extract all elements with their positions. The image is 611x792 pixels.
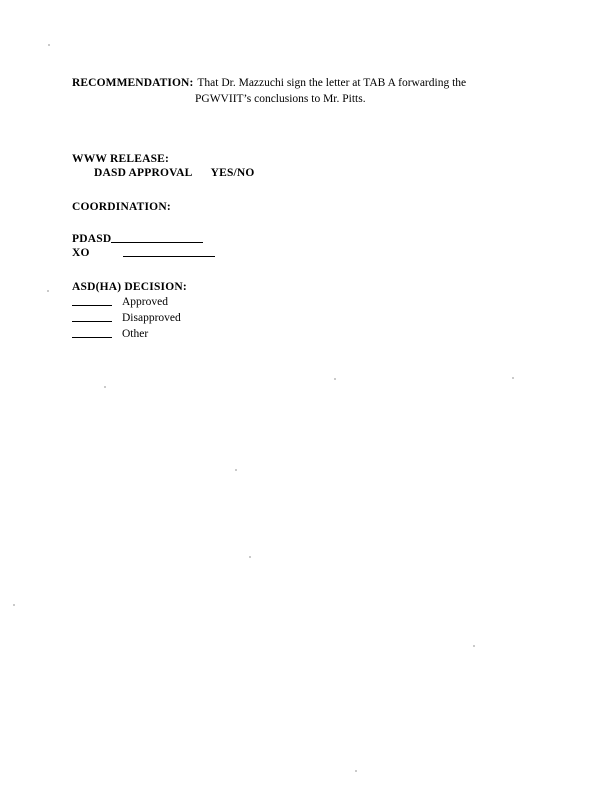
recommendation-block — [72, 76, 542, 107]
checkbox-line-disapproved[interactable] — [72, 321, 112, 322]
coordination-heading: COORDINATION: — [72, 201, 171, 213]
scan-speck — [512, 377, 514, 379]
spacer — [72, 107, 542, 153]
coordination-block — [72, 201, 542, 259]
coordination-row-pdasd — [72, 233, 542, 245]
checkbox-line-approved[interactable] — [72, 305, 112, 306]
decision-option-other[interactable] — [72, 328, 542, 341]
scan-speck — [473, 645, 475, 647]
scan-speck — [13, 604, 15, 606]
scan-speck — [249, 556, 251, 558]
coordination-label-xo: XO — [72, 247, 90, 259]
www-release-block — [72, 153, 542, 179]
scan-speck — [104, 386, 106, 388]
checkbox-line-other[interactable] — [72, 337, 112, 338]
decision-label-disapproved: Disapproved — [122, 312, 181, 324]
recommendation-first-line — [72, 76, 542, 91]
scan-speck — [334, 378, 336, 380]
decision-heading: ASD(HA) DECISION: — [72, 281, 187, 293]
spacer — [72, 179, 542, 201]
coordination-label-pdasd: PDASD — [72, 233, 112, 245]
spacer — [72, 259, 542, 281]
www-release-heading: WWW RELEASE: — [72, 153, 170, 165]
recommendation-label: RECOMMENDATION: — [72, 77, 194, 89]
scan-speck — [355, 770, 357, 772]
decision-label-other: Other — [122, 328, 149, 340]
dasd-approval-value: YES/NO — [210, 167, 255, 179]
decision-option-disapproved[interactable] — [72, 312, 542, 325]
decision-label-approved: Approved — [122, 296, 168, 308]
dasd-approval-label: DASD APPROVAL — [94, 167, 193, 179]
coordination-row-xo — [72, 247, 542, 259]
signature-line-pdasd[interactable] — [111, 242, 203, 243]
decision-block — [72, 281, 542, 341]
scan-speck — [48, 44, 50, 46]
recommendation-text-line1: That Dr. Mazzuchi sign the letter at TAB A forwarding the — [197, 77, 467, 89]
dasd-approval-row — [94, 167, 542, 179]
decision-option-approved[interactable] — [72, 296, 542, 309]
recommendation-text-line2: PGWVIIT’s conclusions to Mr. Pitts. — [195, 93, 366, 105]
scan-speck — [235, 469, 237, 471]
spacer — [72, 213, 542, 231]
document-content — [72, 76, 542, 341]
signature-line-xo[interactable] — [123, 256, 215, 257]
scan-speck — [47, 290, 49, 292]
